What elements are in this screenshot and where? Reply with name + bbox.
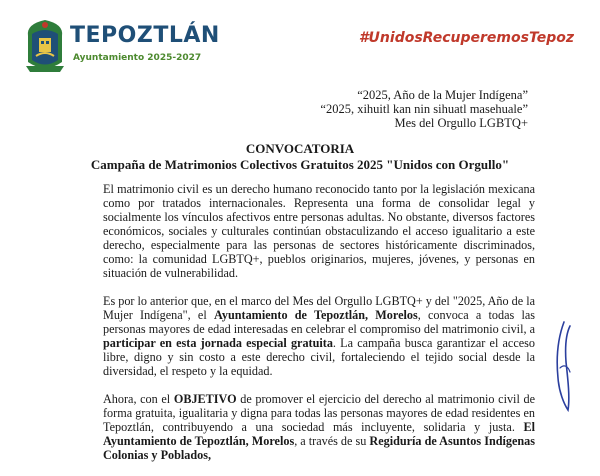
municipal-logo [22,16,222,80]
document-title: CONVOCATORIA [245,141,355,156]
paragraph-3 [103,392,535,462]
document-heading [0,141,600,173]
paragraph-3-bold-regiduria: Regiduría de Asuntos Indígenas Colonias y Poblados, [103,434,536,462]
epigraph-line-3: Mes del Orgullo LGBTQ+ [394,116,528,130]
epigraph [320,88,528,130]
paragraph-3-bold-ayuntamiento: El Ayuntamiento de Tepoztlán, Morelos [103,420,535,448]
paragraph-2-text-c: , convoca a todas las personas mayores de edad interesadas en celebrar el compromiso del matrimonio civil, a [103,308,535,336]
paragraph-2 [103,294,535,378]
paragraph-2-text-e: . La campaña busca garantizar el acceso libre, digno y sin costo a este derecho civil, fortaleciendo el tejido social desde la diversidad, el respeto y la equidad. [103,336,535,378]
campaign-hashtag: #UnidosRecuperemosTepoz [358,30,574,46]
paragraph-3-text-a: Ahora, con el [103,392,174,406]
paragraph-2-bold-ayuntamiento: Ayuntamiento de Tepoztlán, Morelos [213,308,418,322]
epigraph-line-2: “2025, xihuitl kan nin sihuatl masehuale” [320,102,528,116]
paragraph-1: El matrimonio civil es un derecho humano reconocido tanto por la legislación mexicana como por tratados internacionales. Representa una forma de consolidar legal y socialmente los vínculos afectivos entre personas adultas. No obstante, diversos factores económicos, sociales y culturales continúan obstaculizando el acceso igualitario a este derecho, especialmente para las personas de sectores históricamente discriminados, como: la comunidad LGBTQ+, pueblos originarios, mujeres, jóvenes, y personas en situación de vulnerabilidad. [103,182,535,280]
paragraph-2-text-a: Es por lo anterior que, en el marco del Mes del Orgullo LGBTQ+ y del "2025, Año de la Mujer Indígena", el [103,294,535,322]
epigraph-line-1: “2025, Año de la Mujer Indígena” [357,88,528,102]
tepoztlan-emblem-icon [22,16,68,76]
paragraph-3-text-c: de promover el ejercicio del derecho al matrimonio civil de forma gratuita, igualitaria y digna para todas las personas mayores de edad residentes en Tepoztlán, contribuyendo a una sociedad más incluyente, solidaria y justa. [103,392,535,434]
handwritten-signature-icon [548,318,578,414]
document-subtitle: Campaña de Matrimonios Colectivos Gratuitos 2025 "Unidos con Orgullo" [90,157,510,172]
paragraph-2-bold-participar: participar en esta jornada especial gratuita [103,336,333,350]
logo-subtitle: Ayuntamiento 2025-2027 [73,53,202,63]
paragraph-3-text-e: , a través de su [294,434,370,448]
logo-title: TEPOZTLÁN [70,23,220,48]
paragraph-3-bold-objetivo: OBJETIVO [173,392,237,406]
document-body [103,182,535,476]
